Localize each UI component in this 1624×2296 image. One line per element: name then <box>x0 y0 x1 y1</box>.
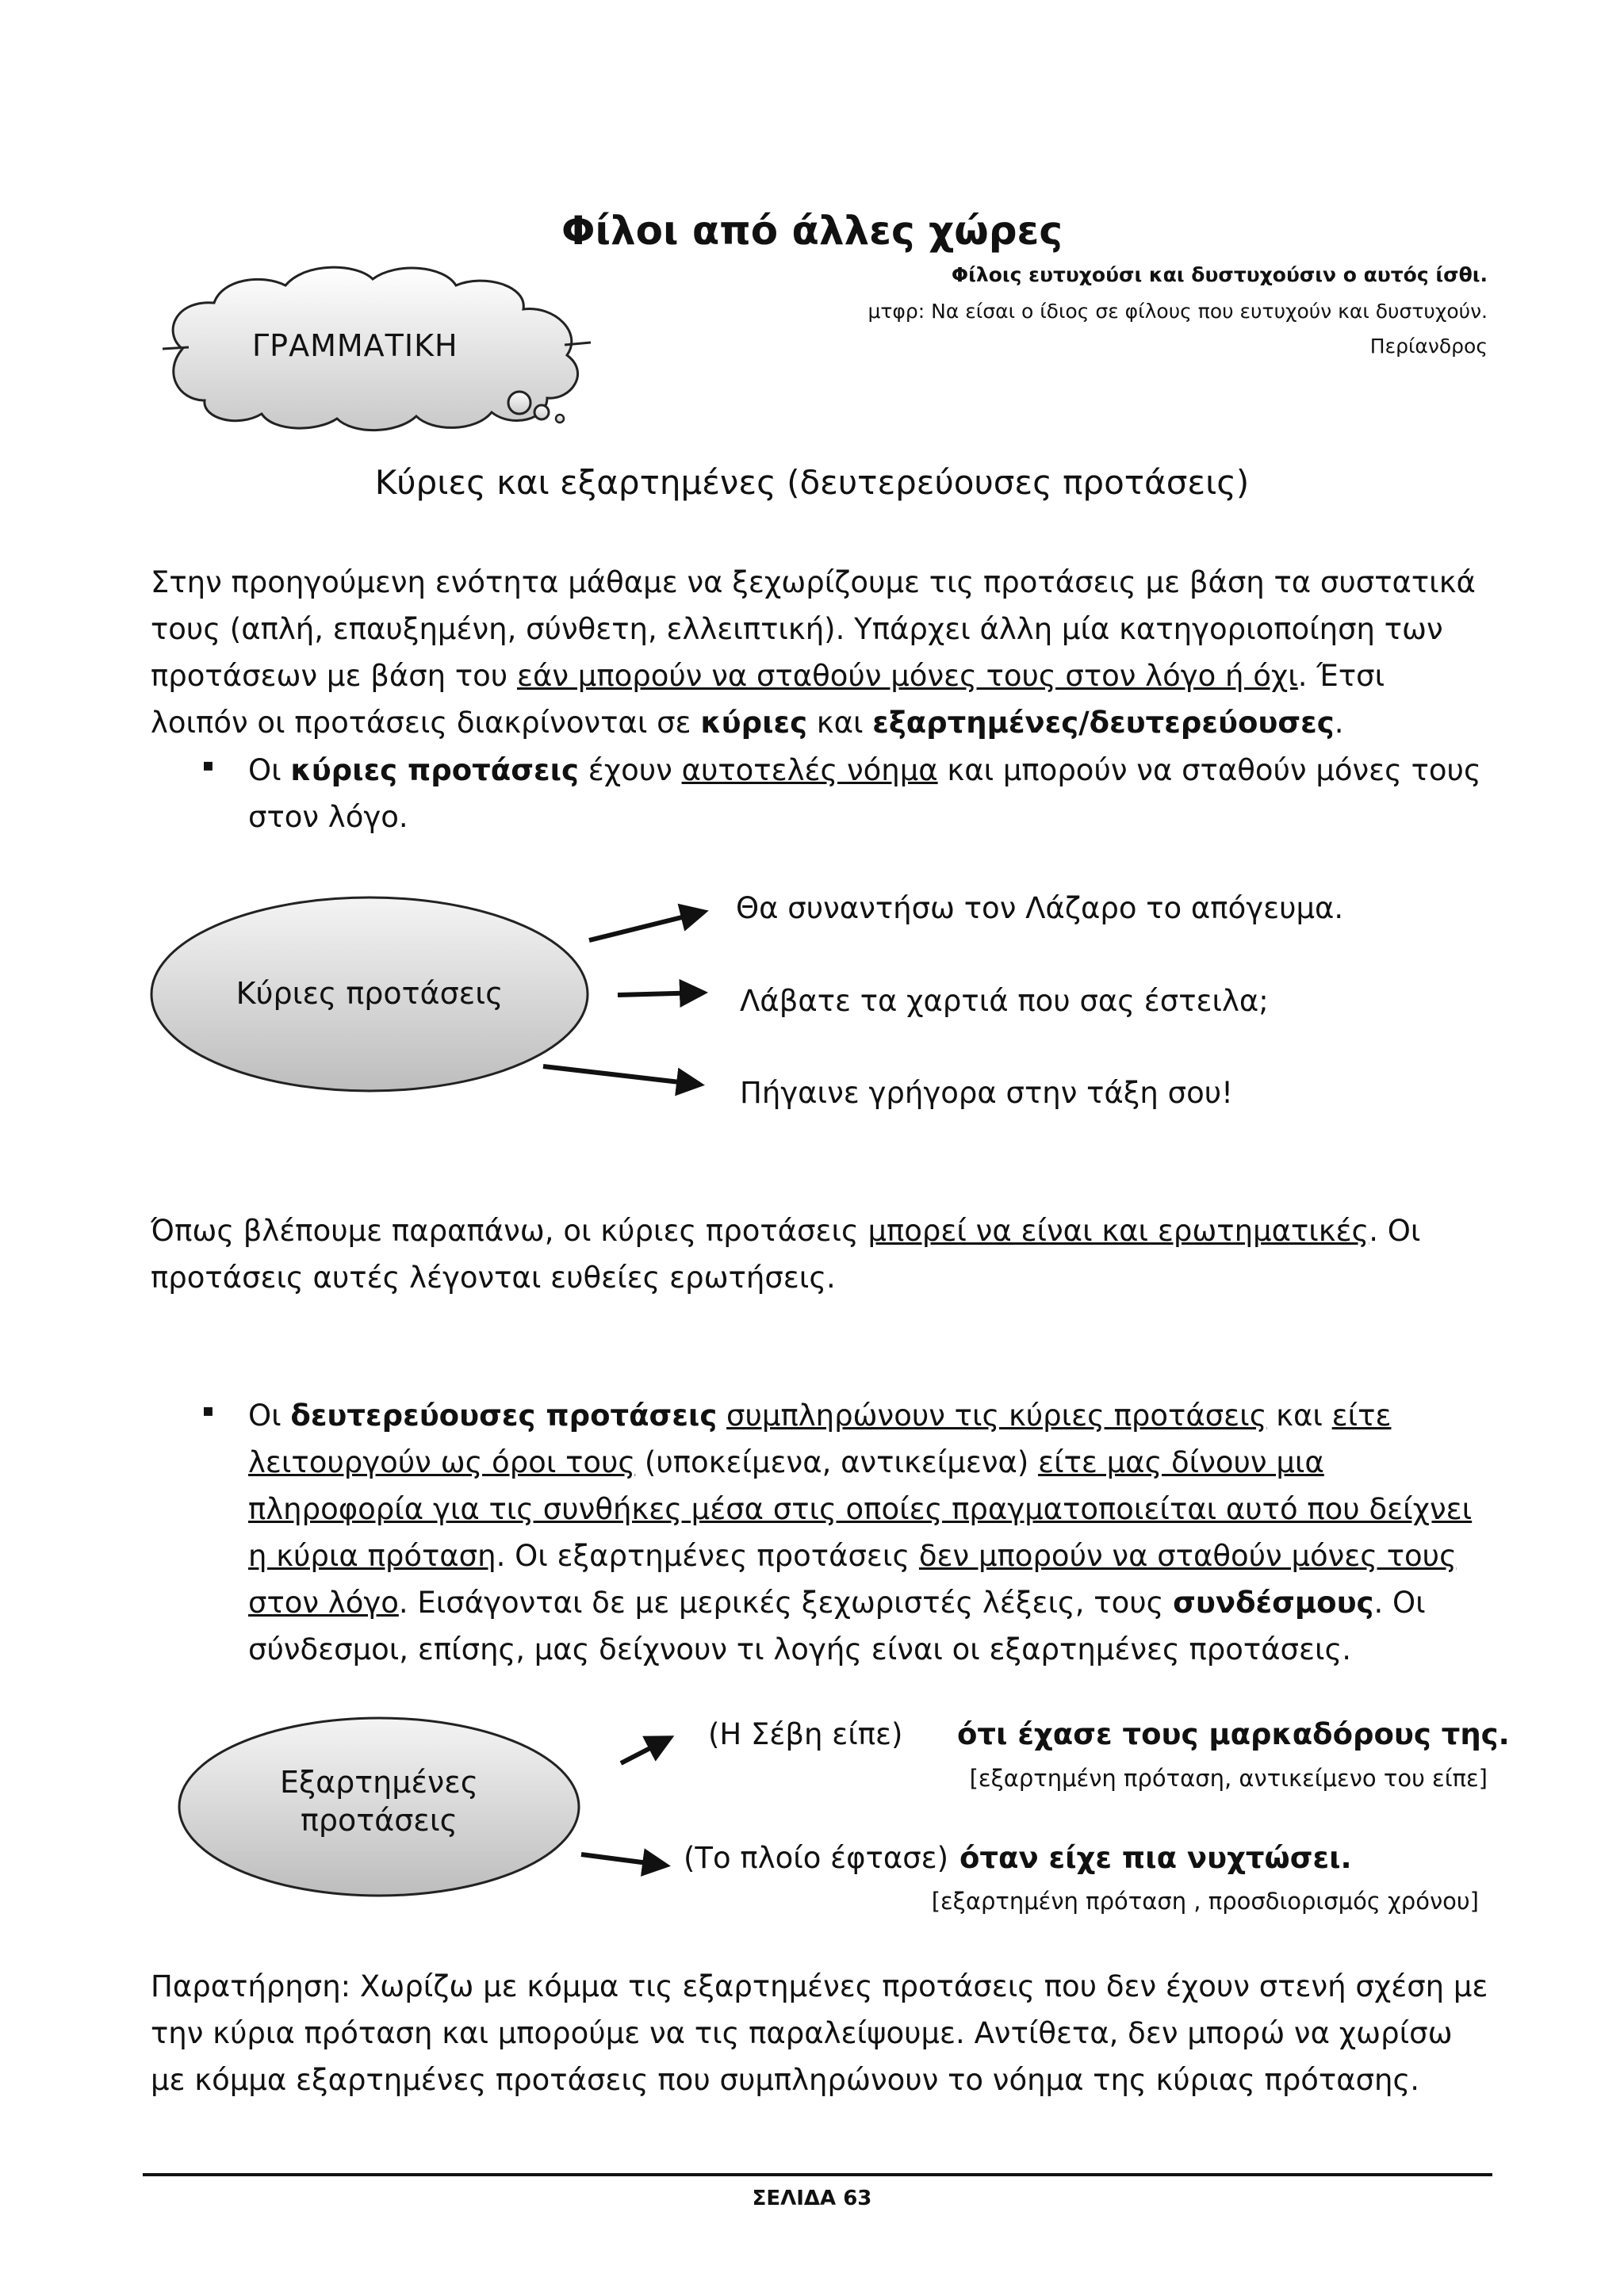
sub-example-1-clause: ότι έχασε τους μαρκαδόρους της. <box>957 1717 1510 1751</box>
grammar-cloud-label: ΓΡΑΜΜΑΤΙΚΗ <box>252 328 458 363</box>
questions-paragraph: Όπως βλέπουμε παραπάνω, οι κύριες προτάσεις μπορεί να είναι και ερωτηματικές. Οι προτάσεις αυτές λέγονται ευθείες ερωτήσεις. <box>151 1214 1421 1295</box>
main-clauses-bullet: Οι κύριες προτάσεις έχουν αυτοτελές νόημα και μπορούν να σταθούν μόνες τους στον λόγο. <box>248 753 1481 834</box>
main-clauses-ellipse-label: Κύριες προτάσεις <box>236 976 504 1011</box>
subordinate-ellipse-label <box>179 1763 579 1839</box>
quote-author: Περίανδρος <box>1369 335 1488 358</box>
arrow-to-sub-example-1 <box>621 1738 670 1763</box>
cloud-bubble-large <box>508 392 530 414</box>
arrow-to-sub-example-2 <box>581 1854 666 1866</box>
page-number: ΣΕΛΙΔΑ 63 <box>752 2187 872 2210</box>
bullet-marker-sub: ▪ <box>202 1401 214 1421</box>
observation-paragraph: Παρατήρηση: Χωρίζω με κόμμα τις εξαρτημένες προτάσεις που δεν έχουν στενή σχέση με την κύρια πρόταση και μπορούμε να τις παραλείψουμε. Αντίθετα, δεν μπορώ να χωρίσω με κόμμα εξαρτημένες προτάσεις που συμπληρώνουν το νόημα της κύριας πρότασης. <box>151 1969 1488 2097</box>
footer-divider <box>143 2173 1492 2176</box>
subordinate-clauses-bullet: Οι δευτερεύουσες προτάσεις συμπληρώνουν τις κύριες προτάσεις και είτε λειτουργούν ως όροι τους (υποκείμενα, αντικείμενα) είτε μας δίνουν μια πληροφορία για τις συνθήκες μέσα στις οποίες πραγματοποιείται αυτό που δείχνει η κύρια πρόταση. Οι εξαρτημένες προτάσεις δεν μπορούν να σταθούν μόνες τους στον λόγο. Εισάγονται δε με μερικές ξεχωριστές λέξεις, τους συνδέσμους. Οι σύνδεσμοι, επίσης, μας δείχνουν τι λογής είναι οι εξαρτημένες προτάσεις. <box>248 1399 1473 1667</box>
page-title: Φίλοι από άλλες χώρες <box>561 208 1063 254</box>
cloud-bubble-medium <box>534 405 549 419</box>
main-example-1: Θα συναντήσω τον Λάζαρο το απόγευμα. <box>736 891 1344 925</box>
intro-paragraph: Στην προηγούμενη ενότητα μάθαμε να ξεχωρίζουμε τις προτάσεις με βάση τα συστατικά τους (απλή, επαυξημένη, σύνθετη, ελλειπτική). Υπάρχει άλλη μία κατηγοριοποίηση των προτάσεων με βάση του εάν μπορούν να σταθούν μόνες τους στον λόγο ή όχι. Έτσι λοιπόν οι προτάσεις διακρίνονται σε κύριες και εξαρτημένες/δευτερεύουσες. <box>151 565 1476 740</box>
sub-example-1-note: [εξαρτημένη πρόταση, αντικείμενο του είπε] <box>969 1765 1488 1792</box>
arrow-to-example-3 <box>543 1066 700 1085</box>
sub-example-2-context: (Το πλοίο έφτασε) <box>684 1841 949 1875</box>
main-example-2: Λάβατε τα χαρτιά που σας έστειλα; <box>740 984 1269 1018</box>
sub-example-2-note: [εξαρτημένη πρόταση , προσδιορισμός χρόνου] <box>931 1888 1479 1915</box>
arrow-to-example-2 <box>618 993 703 995</box>
sub-example-1-context: (Η Σέβη είπε) <box>708 1717 903 1751</box>
main-example-3: Πήγαινε γρήγορα στην τάξη σου! <box>740 1076 1233 1110</box>
cloud-bubble-small <box>556 415 564 423</box>
subordinate-ellipse-line2: προτάσεις <box>301 1803 458 1838</box>
arrow-to-example-1 <box>589 912 704 940</box>
sub-example-2-clause: όταν είχε πια νυχτώσει. <box>959 1841 1352 1875</box>
quote-original: Φίλοις ευτυχούσι και δυστυχούσιν ο αυτός ίσθι. <box>951 263 1488 286</box>
quote-translation: μτφρ: Να είσαι ο ίδιος σε φίλους που ευτυχούν και δυστυχούν. <box>868 300 1488 323</box>
bullet-marker-main: ▪ <box>202 756 214 775</box>
section-heading: Κύριες και εξαρτημένες (δευτερεύουσες προτάσεις) <box>374 463 1250 502</box>
subordinate-ellipse-line1: Εξαρτημένες <box>279 1765 479 1800</box>
